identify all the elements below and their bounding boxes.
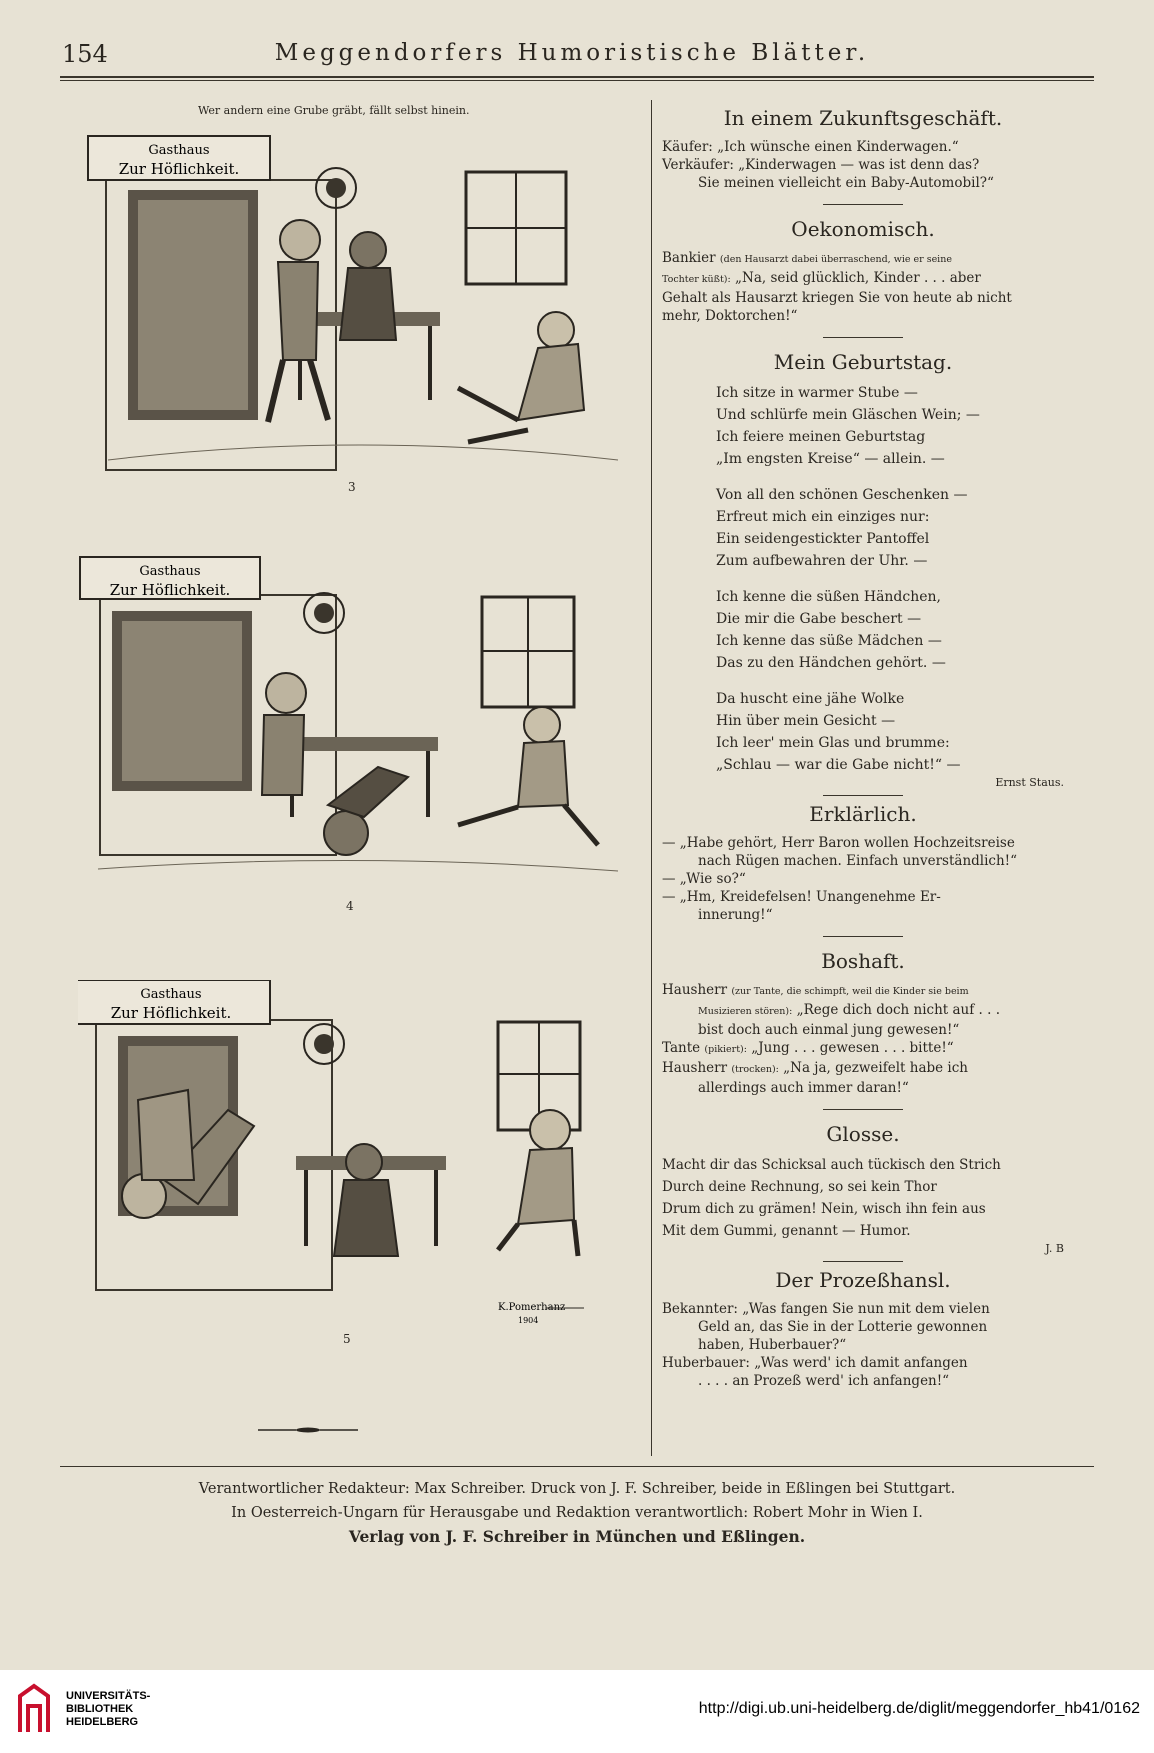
stage-direction: Musizieren stören): bbox=[698, 1006, 793, 1017]
poem-glosse bbox=[662, 1154, 1064, 1242]
section-title: Erklärlich. bbox=[809, 802, 917, 826]
text-line: mehr, Doktorchen!“ bbox=[662, 308, 798, 324]
text-line: Gehalt als Hausarzt kriegen Sie von heute ab nicht bbox=[662, 290, 1012, 306]
panel-4-drawing bbox=[78, 555, 644, 905]
imprint-line: Verlag von J. F. Schreiber in München und Eßlingen. bbox=[348, 1527, 806, 1546]
poem-line: Ich feiere meinen Geburtstag bbox=[716, 429, 926, 445]
text-line: bist doch auch einmal jung gewesen!“ bbox=[698, 1022, 960, 1038]
poem-line: Durch deine Rechnung, so sei kein Thor bbox=[662, 1179, 937, 1195]
poem-line: Von all den schönen Geschenken — bbox=[716, 487, 968, 503]
speaker: Hausherr bbox=[662, 982, 728, 998]
artist-year: 1904 bbox=[518, 1316, 539, 1325]
section-title: Der Prozeßhansl. bbox=[775, 1268, 951, 1292]
poem-line: Drum dich zu grämen! Nein, wisch ihn fein aus bbox=[662, 1201, 986, 1217]
library-name-line: BIBLIOTHEK bbox=[66, 1703, 134, 1715]
section-title: Glosse. bbox=[826, 1122, 900, 1146]
sign-text-2: Zur Höflichkeit. bbox=[109, 581, 231, 599]
text-line: nach Rügen machen. Einfach unverständlich!“ bbox=[698, 853, 1018, 869]
author-signature: J. B bbox=[1045, 1242, 1064, 1255]
separator bbox=[823, 795, 903, 796]
artist-signature: K.Pomerhanz bbox=[498, 1302, 566, 1313]
cartoon-caption: Wer andern eine Grube gräbt, fällt selbst hinein. bbox=[198, 104, 470, 117]
text-column bbox=[662, 100, 1064, 1390]
poem-line: Ich kenne das süße Mädchen — bbox=[716, 633, 942, 649]
cartoon-panel-5 bbox=[78, 980, 644, 1346]
dialogue-prozesshansl bbox=[662, 1300, 1064, 1390]
stanza bbox=[716, 484, 1064, 572]
text-line: . . . . an Prozeß werd' ich anfangen!“ bbox=[698, 1373, 950, 1389]
poem-line: Da huscht eine jähe Wolke bbox=[716, 691, 905, 707]
sign-text-1: Gasthaus bbox=[140, 987, 202, 1002]
journal-title: Meggendorfers Humoristische Blätter. bbox=[274, 40, 870, 66]
text-line: „Na ja, gezweifelt habe ich bbox=[783, 1060, 968, 1076]
separator bbox=[823, 337, 903, 338]
poem-line: Ich kenne die süßen Händchen, bbox=[716, 589, 941, 605]
cartoon-column bbox=[78, 100, 644, 1460]
separator bbox=[823, 204, 903, 205]
stanza bbox=[716, 586, 1064, 674]
poem-line: „Im engsten Kreise“ — allein. — bbox=[716, 451, 945, 467]
logo-shape bbox=[20, 1686, 48, 1732]
text-line: Verkäufer: „Kinderwagen — was ist denn das? bbox=[662, 157, 980, 173]
separator bbox=[823, 1109, 903, 1110]
poem-line: Mit dem Gummi, genannt — Humor. bbox=[662, 1223, 911, 1239]
poem-line: Ein seidengestickter Pantoffel bbox=[716, 531, 930, 547]
text-line: allerdings auch immer daran!“ bbox=[698, 1080, 909, 1096]
poem-line: „Schlau — war die Gabe nicht!“ — bbox=[716, 757, 961, 773]
stage-direction: (zur Tante, die schimpft, weil die Kinder sie beim bbox=[731, 986, 969, 997]
poem-line: Zum aufbewahren der Uhr. — bbox=[716, 553, 928, 569]
section-title: Boshaft. bbox=[821, 949, 905, 973]
poem-line: Ich leer' mein Glas und brumme: bbox=[716, 735, 950, 751]
poem-line: Erfreut mich ein einziges nur: bbox=[716, 509, 930, 525]
library-name-line: UNIVERSITÄTS- bbox=[66, 1690, 151, 1702]
panel-5-drawing bbox=[78, 980, 644, 1330]
dialogue-zukunftsgeschaeft bbox=[662, 138, 1064, 192]
imprint bbox=[60, 1477, 1094, 1549]
separator bbox=[823, 1261, 903, 1262]
sign-text-1: Gasthaus bbox=[139, 564, 201, 579]
library-name-line: HEIDELBERG bbox=[66, 1716, 139, 1728]
text-line: Huberbauer: „Was werd' ich damit anfangen bbox=[662, 1355, 968, 1371]
speaker: Bankier bbox=[662, 250, 716, 266]
header-rule-thin bbox=[60, 80, 1094, 81]
section-title: Oekonomisch. bbox=[791, 217, 935, 241]
poem-line: Und schlürfe mein Gläschen Wein; — bbox=[716, 407, 980, 423]
imprint-line: In Oesterreich-Ungarn für Herausgabe und Redaktion verantwortlich: Robert Mohr in Wien I. bbox=[231, 1505, 923, 1521]
logo-shape bbox=[28, 1706, 40, 1732]
library-logo-icon bbox=[14, 1680, 54, 1738]
imprint-line: Verantwortlicher Redakteur: Max Schreiber. Druck von J. F. Schreiber, beide in Eßlingen bei Stuttgart. bbox=[198, 1481, 956, 1497]
poem-line: Das zu den Händchen gehört. — bbox=[716, 655, 946, 671]
text-line: „Rege dich doch nicht auf . . . bbox=[796, 1002, 1000, 1018]
poem-geburtstag bbox=[662, 382, 1064, 776]
poem-line: Die mir die Gabe beschert — bbox=[716, 611, 922, 627]
header-rule bbox=[60, 76, 1094, 78]
stage-direction: (trocken): bbox=[731, 1064, 779, 1075]
panel-3-drawing bbox=[78, 130, 644, 480]
author-signature: Ernst Staus. bbox=[995, 776, 1064, 789]
column-rule bbox=[651, 100, 652, 1456]
page-number: 154 bbox=[62, 40, 108, 68]
ornament-divider bbox=[258, 1418, 358, 1424]
section-title: Mein Geburtstag. bbox=[773, 350, 953, 374]
text-line: „Na, seid glücklich, Kinder . . . aber bbox=[735, 270, 981, 286]
cartoon-panel-4 bbox=[78, 555, 644, 913]
text-line: Geld an, das Sie in der Lotterie gewonnen bbox=[698, 1319, 988, 1335]
stanza bbox=[716, 688, 1064, 776]
sign-text-2: Zur Höflichkeit. bbox=[110, 1004, 232, 1022]
panel-number: 5 bbox=[343, 1332, 351, 1346]
sign-text-1: Gasthaus bbox=[148, 143, 210, 158]
text-line: haben, Huberbauer?“ bbox=[698, 1337, 847, 1353]
sign-text-2: Zur Höflichkeit. bbox=[118, 160, 240, 178]
panel-number: 3 bbox=[348, 480, 356, 494]
poem-line: Macht dir das Schicksal auch tückisch den Strich bbox=[662, 1157, 1001, 1173]
stage-direction: Tochter küßt): bbox=[662, 274, 731, 285]
text-line: innerung!“ bbox=[698, 907, 773, 923]
section-title: In einem Zukunftsgeschäft. bbox=[723, 106, 1003, 130]
poem-line: Ich sitze in warmer Stube — bbox=[716, 385, 918, 401]
text-line: — „Habe gehört, Herr Baron wollen Hochzeitsreise bbox=[662, 835, 1015, 851]
source-url[interactable]: http://digi.ub.uni-heidelberg.de/diglit/meggendorfer_hb41/0162 bbox=[698, 1700, 1140, 1717]
speaker: Hausherr bbox=[662, 1060, 728, 1076]
anecdote-oekonomisch bbox=[662, 249, 1064, 325]
stage-direction: (pikiert): bbox=[704, 1044, 747, 1055]
page-header bbox=[62, 38, 1082, 72]
text-line: Sie meinen vielleicht ein Baby-Automobil?“ bbox=[698, 175, 994, 191]
separator bbox=[823, 936, 903, 937]
text-line: Bekannter: „Was fangen Sie nun mit dem vielen bbox=[662, 1301, 990, 1317]
text-line: „Jung . . . gewesen . . . bitte!“ bbox=[751, 1040, 954, 1056]
footer-rule bbox=[60, 1466, 1094, 1467]
panel-number: 4 bbox=[346, 899, 354, 913]
text-line: Käufer: „Ich wünsche einen Kinderwagen.“ bbox=[662, 139, 959, 155]
text-line: — „Wie so?“ bbox=[662, 871, 746, 887]
cartoon-panel-3 bbox=[78, 130, 644, 494]
dialogue-boshaft bbox=[662, 981, 1064, 1097]
speaker: Tante bbox=[662, 1040, 701, 1056]
library-bar bbox=[0, 1670, 1154, 1753]
dialogue-erklaerlich bbox=[662, 834, 1064, 924]
library-name bbox=[66, 1690, 150, 1729]
text-line: — „Hm, Kreidefelsen! Unangenehme Er- bbox=[662, 889, 941, 905]
stage-direction: (den Hausarzt dabei überraschend, wie er seine bbox=[719, 254, 952, 265]
stanza bbox=[716, 382, 1064, 470]
poem-line: Hin über mein Gesicht — bbox=[716, 713, 896, 729]
